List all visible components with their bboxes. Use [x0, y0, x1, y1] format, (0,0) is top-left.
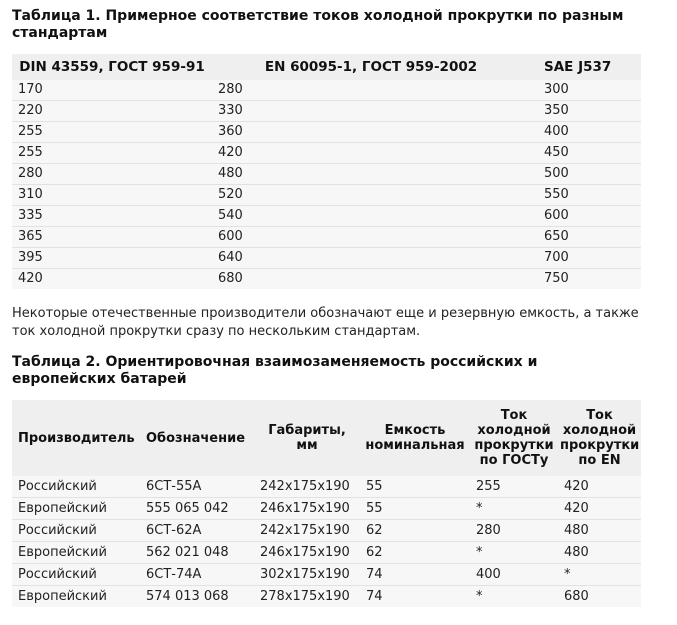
table2-title: Таблица 2. Ориентировочная взаимозаменяемость российских и европейских батарей [12, 354, 538, 387]
cell-cca-en: 680 [558, 586, 641, 608]
table-row [12, 498, 641, 520]
cell-designation: 562 021 048 [140, 542, 254, 564]
cell-cca-gost: 280 [470, 520, 558, 542]
current-standards-table [12, 54, 641, 289]
table-row [12, 80, 641, 101]
cell-manufacturer: Российский [12, 520, 140, 542]
cell-manufacturer: Российский [12, 564, 140, 586]
cell-capacity: 74 [360, 564, 470, 586]
table2-body [12, 476, 641, 607]
header-cca-gost: Ток холодной прокрутки по ГОСТу [470, 400, 558, 476]
table-row [12, 520, 641, 542]
cell-sae-j537: 450 [530, 143, 641, 164]
cell-cca-en: 480 [558, 542, 641, 564]
cell-manufacturer: Российский [18, 479, 97, 494]
cell-dimensions: 278х175х190 [254, 586, 360, 608]
cell-din-gost-959-91: 335 [12, 206, 212, 227]
cell-en-gost-959-2002: 480 [212, 164, 530, 185]
cell-sae-j537: 700 [530, 248, 641, 269]
cell-cca-en: 480 [558, 520, 641, 542]
cell-sae-j537: 300 [544, 82, 569, 97]
cell-en-gost-959-2002: 640 [212, 248, 530, 269]
cell-din-gost-959-91: 255 [12, 143, 212, 164]
explanatory-paragraph: Некоторые отечественные производители обозначают еще и резервную емкость, а также ток холодной прокрутки сразу по нескольким стандартам. [12, 306, 639, 339]
table-row [12, 586, 641, 608]
cell-capacity: 62 [360, 520, 470, 542]
cell-en-gost-959-2002: 280 [218, 82, 243, 97]
cell-capacity: 55 [360, 498, 470, 520]
cell-en-gost-959-2002: 330 [212, 101, 530, 122]
cell-capacity: 55 [366, 479, 383, 494]
cell-designation: 6СТ-62А [140, 520, 254, 542]
cell-designation: 6СТ-74А [140, 564, 254, 586]
cell-dimensions: 242х175х190 [254, 520, 360, 542]
cell-manufacturer: Европейский [12, 498, 140, 520]
cell-cca-gost: * [470, 542, 558, 564]
cell-cca-gost: 400 [470, 564, 558, 586]
table-row [12, 248, 641, 269]
cell-designation: 555 065 042 [140, 498, 254, 520]
cell-din-gost-959-91: 220 [12, 101, 212, 122]
table-row [12, 143, 641, 164]
table-row [12, 476, 641, 498]
cell-sae-j537: 350 [530, 101, 641, 122]
header-sae-j537: SAE J537 [530, 54, 641, 80]
cell-manufacturer: Европейский [12, 542, 140, 564]
cell-din-gost-959-91: 310 [12, 185, 212, 206]
cell-capacity: 62 [360, 542, 470, 564]
header-manufacturer: Производитель [12, 400, 140, 476]
cell-designation: 6СТ-55А [146, 479, 202, 494]
cell-cca-en: 420 [558, 498, 641, 520]
cell-din-gost-959-91: 255 [12, 122, 212, 143]
cell-sae-j537: 750 [530, 269, 641, 290]
cell-sae-j537: 600 [530, 206, 641, 227]
cell-cca-en: 420 [564, 479, 589, 494]
table-row [12, 564, 641, 586]
cell-dimensions: 246х175х190 [254, 542, 360, 564]
table1-title: Таблица 1. Примерное соответствие токов холодной прокрутки по разным стандартам [12, 8, 624, 41]
cell-sae-j537: 500 [530, 164, 641, 185]
cell-din-gost-959-91: 280 [12, 164, 212, 185]
cell-din-gost-959-91: 420 [12, 269, 212, 290]
cell-din-gost-959-91: 170 [18, 82, 43, 97]
cell-cca-gost: * [470, 498, 558, 520]
table1-body [12, 80, 641, 289]
table-row [12, 164, 641, 185]
header-designation: Обозначение [140, 400, 254, 476]
cell-capacity: 74 [360, 586, 470, 608]
cell-en-gost-959-2002: 600 [212, 227, 530, 248]
cell-en-gost-959-2002: 420 [212, 143, 530, 164]
table-row [12, 227, 641, 248]
cell-din-gost-959-91: 365 [12, 227, 212, 248]
cell-dimensions: 302х175х190 [254, 564, 360, 586]
cell-cca-gost: 255 [476, 479, 501, 494]
header-cca-en: Ток холодной прокрутки по EN [558, 400, 641, 476]
table-row [12, 269, 641, 290]
battery-interchangeability-table [12, 400, 641, 607]
header-en-gost-959-2002: EN 60095-1, ГОСТ 959-2002 [212, 54, 530, 80]
cell-en-gost-959-2002: 360 [212, 122, 530, 143]
header-dimensions: Габариты, мм [254, 400, 360, 476]
cell-dimensions: 242х175х190 [260, 479, 350, 494]
table-row [12, 542, 641, 564]
table-row [12, 206, 641, 227]
cell-cca-gost: * [470, 586, 558, 608]
cell-manufacturer: Европейский [12, 586, 140, 608]
cell-en-gost-959-2002: 680 [212, 269, 530, 290]
table-row [12, 101, 641, 122]
table2-header-row [12, 400, 641, 476]
document [12, 8, 641, 607]
cell-en-gost-959-2002: 540 [212, 206, 530, 227]
cell-dimensions: 246х175х190 [254, 498, 360, 520]
cell-en-gost-959-2002: 520 [212, 185, 530, 206]
header-nominal-capacity: Емкость номинальная [360, 400, 470, 476]
header-din-gost-959-91: DIN 43559, ГОСТ 959-91 [12, 54, 212, 80]
table1-header-row [12, 54, 641, 80]
table-row [12, 122, 641, 143]
cell-sae-j537: 400 [530, 122, 641, 143]
table-row [12, 185, 641, 206]
cell-din-gost-959-91: 395 [12, 248, 212, 269]
cell-sae-j537: 550 [530, 185, 641, 206]
cell-sae-j537: 650 [530, 227, 641, 248]
cell-cca-en: * [558, 564, 641, 586]
cell-designation: 574 013 068 [140, 586, 254, 608]
